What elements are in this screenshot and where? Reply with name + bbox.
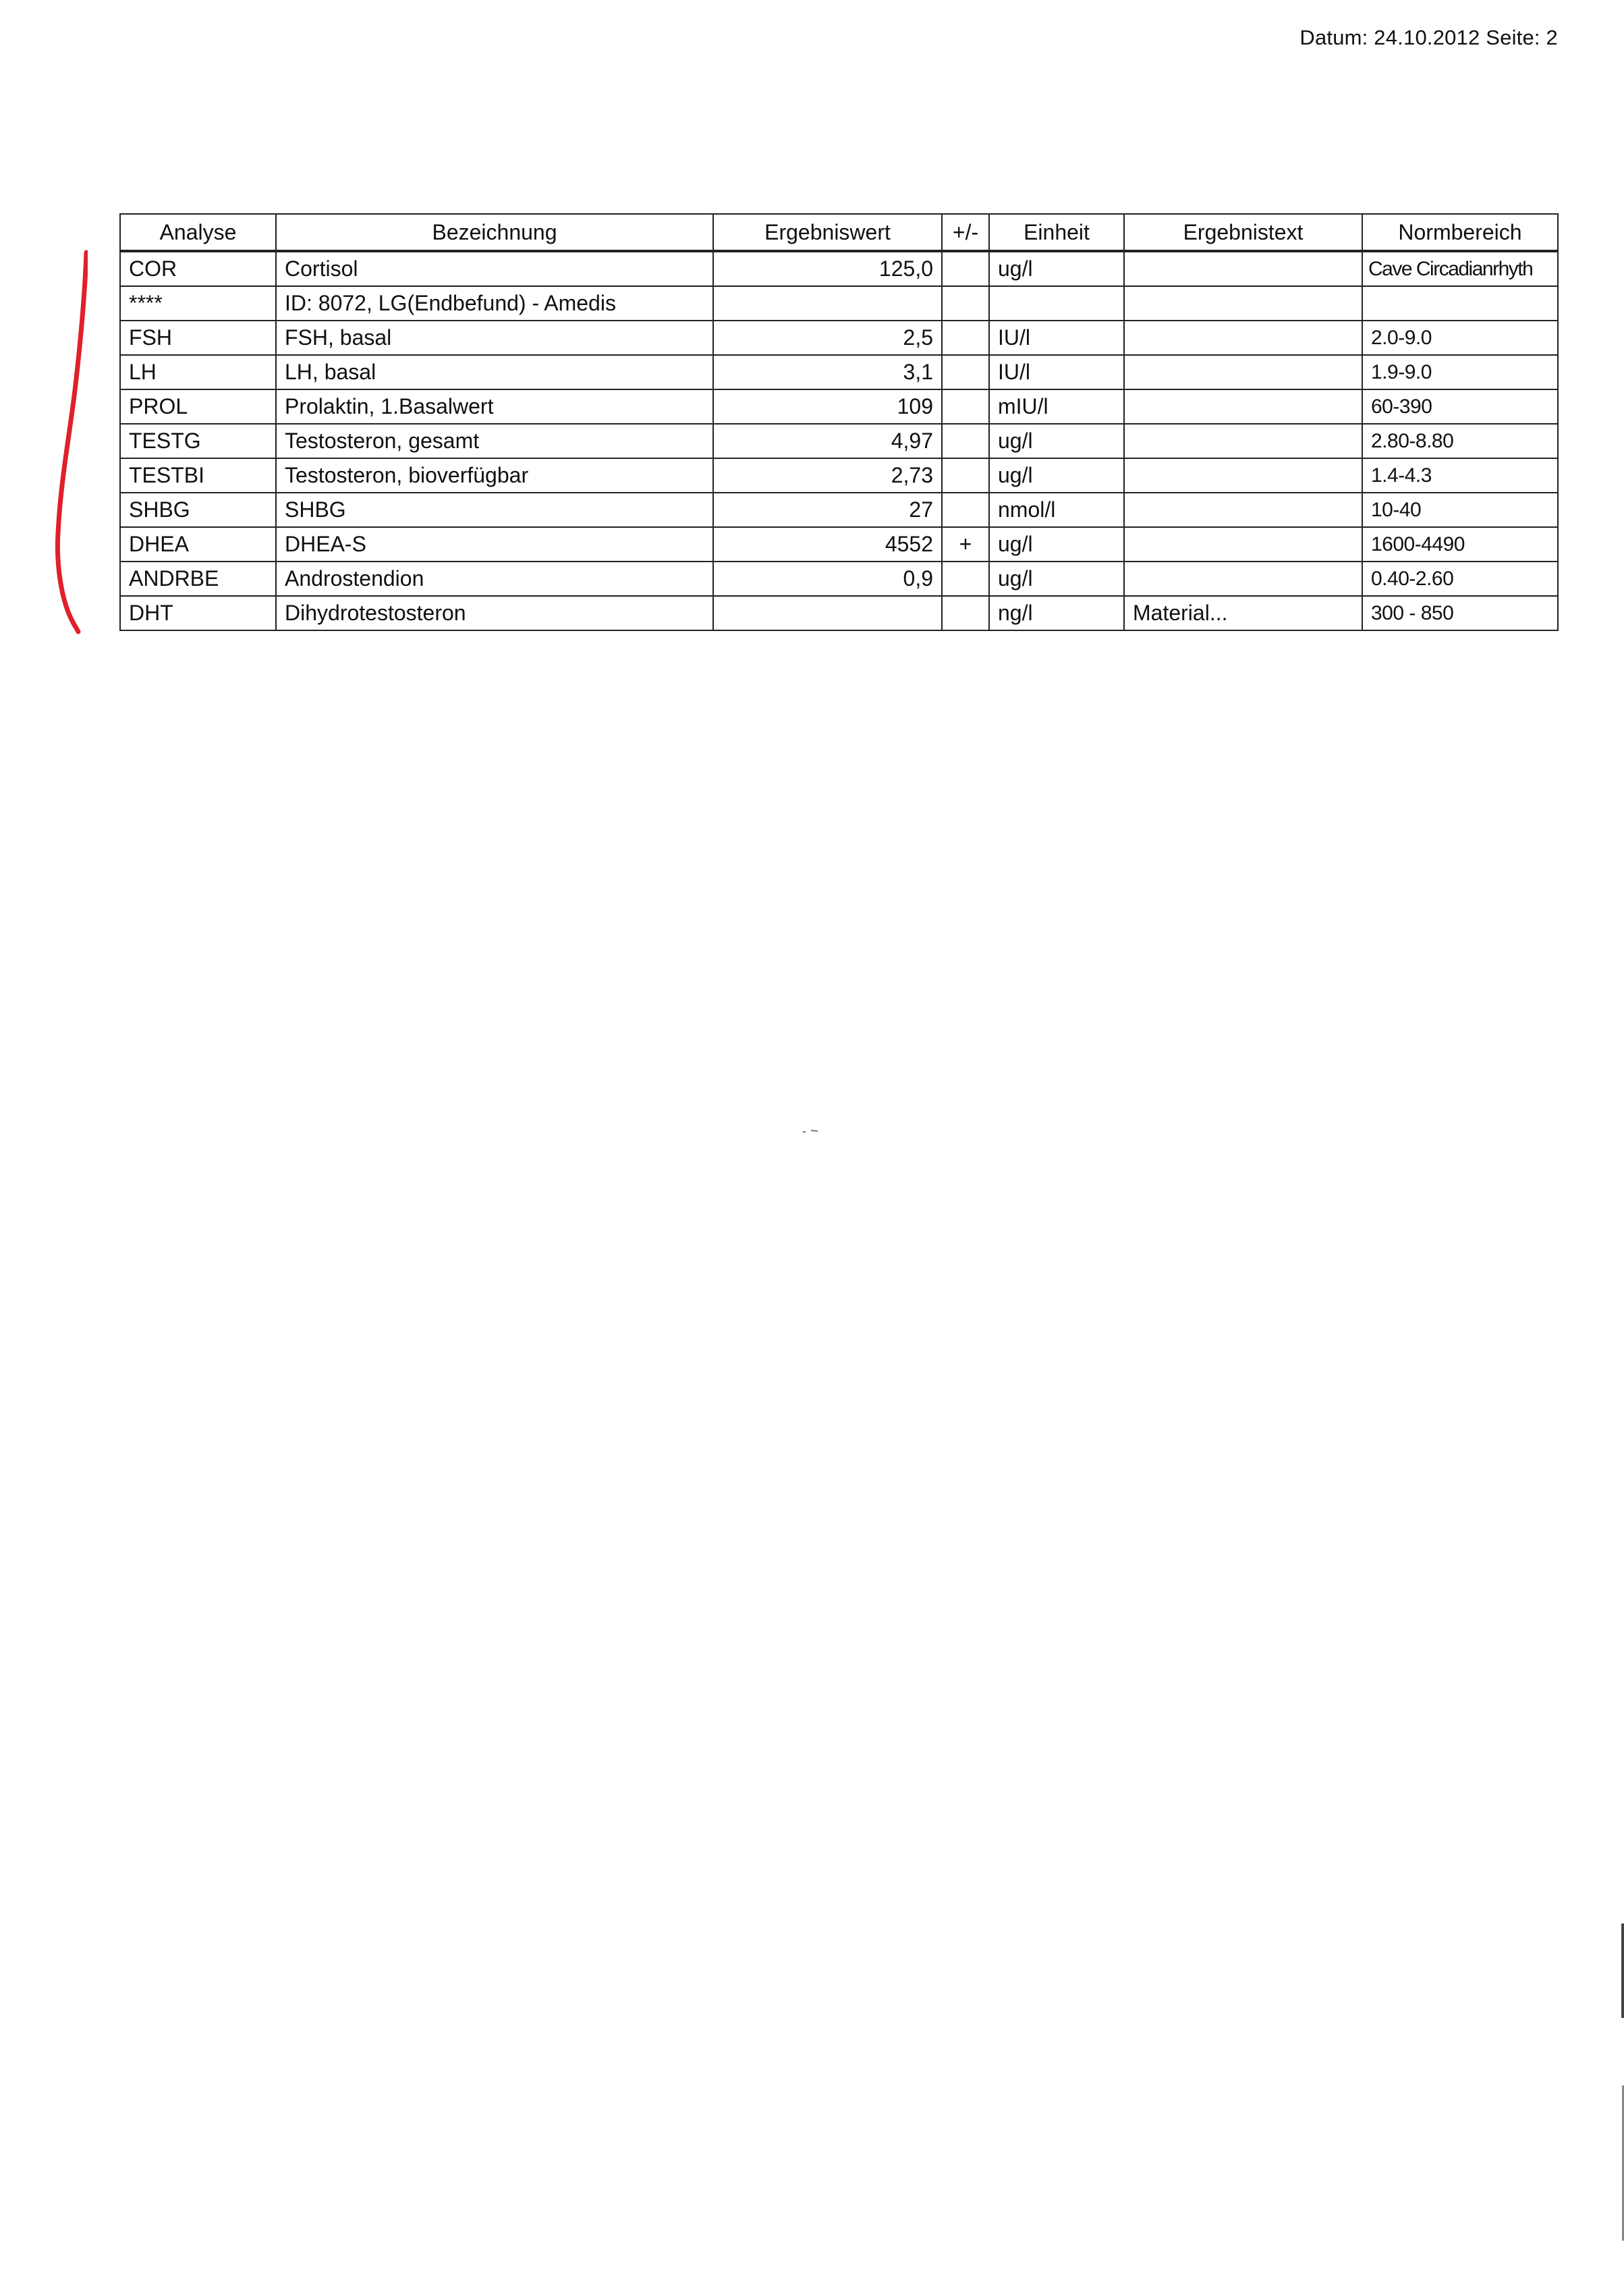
column-header-flag: +/- <box>942 214 989 251</box>
cell-normbereich: Cave Circadianrhyth <box>1362 251 1558 286</box>
cell-ergebniswert: 4552 <box>713 527 942 562</box>
cell-analyse: TESTBI <box>120 458 276 493</box>
cell-normbereich: 1.4-4.3 <box>1362 458 1558 493</box>
cell-ergebniswert <box>713 596 942 630</box>
cell-analyse: PROL <box>120 389 276 424</box>
cell-ergebniswert: 109 <box>713 389 942 424</box>
cell-bezeichnung: Dihydrotestosteron <box>276 596 713 630</box>
cell-normbereich: 10-40 <box>1362 493 1558 527</box>
cell-normbereich: 1600-4490 <box>1362 527 1558 562</box>
column-header-normbereich: Normbereich <box>1362 214 1558 251</box>
cell-ergebnistext <box>1124 527 1362 562</box>
cell-normbereich: 300 - 850 <box>1362 596 1558 630</box>
cell-ergebnistext <box>1124 562 1362 596</box>
cell-ergebnistext <box>1124 424 1362 458</box>
cell-flag: + <box>942 527 989 562</box>
table-row <box>120 458 1558 493</box>
cell-bezeichnung: Prolaktin, 1.Basalwert <box>276 389 713 424</box>
cell-analyse: DHEA <box>120 527 276 562</box>
cell-normbereich: 1.9-9.0 <box>1362 355 1558 389</box>
cell-flag <box>942 321 989 355</box>
table-header-row <box>120 214 1558 251</box>
cell-flag <box>942 493 989 527</box>
lab-results-table <box>119 213 1559 631</box>
cell-einheit: IU/l <box>989 355 1124 389</box>
cell-einheit: mIU/l <box>989 389 1124 424</box>
table-row <box>120 493 1558 527</box>
cell-ergebniswert: 4,97 <box>713 424 942 458</box>
cell-flag <box>942 424 989 458</box>
cell-normbereich: 2.0-9.0 <box>1362 321 1558 355</box>
cell-flag <box>942 458 989 493</box>
cell-bezeichnung: Testosteron, bioverfügbar <box>276 458 713 493</box>
cell-einheit: nmol/l <box>989 493 1124 527</box>
cell-analyse: ANDRBE <box>120 562 276 596</box>
cell-flag <box>942 355 989 389</box>
cell-normbereich <box>1362 286 1558 321</box>
cell-ergebnistext <box>1124 389 1362 424</box>
cell-bezeichnung: FSH, basal <box>276 321 713 355</box>
cell-ergebniswert: 3,1 <box>713 355 942 389</box>
cell-ergebnistext <box>1124 355 1362 389</box>
cell-flag <box>942 562 989 596</box>
table-row <box>120 355 1558 389</box>
cell-ergebniswert: 2,5 <box>713 321 942 355</box>
cell-ergebniswert: 125,0 <box>713 251 942 286</box>
table-row <box>120 527 1558 562</box>
cell-ergebnistext <box>1124 458 1362 493</box>
cell-flag <box>942 389 989 424</box>
column-header-analyse: Analyse <box>120 214 276 251</box>
cell-analyse: COR <box>120 251 276 286</box>
cell-einheit: ug/l <box>989 458 1124 493</box>
column-header-bezeichnung: Bezeichnung <box>276 214 713 251</box>
cell-ergebnistext <box>1124 251 1362 286</box>
cell-bezeichnung: ID: 8072, LG(Endbefund) - Amedis <box>276 286 713 321</box>
cell-einheit: ug/l <box>989 562 1124 596</box>
cell-einheit: ng/l <box>989 596 1124 630</box>
cell-ergebniswert: 27 <box>713 493 942 527</box>
cell-ergebnistext: Material... <box>1124 596 1362 630</box>
cell-normbereich: 0.40-2.60 <box>1362 562 1558 596</box>
page-header-date-page: Datum: 24.10.2012 Seite: 2 <box>1299 26 1558 49</box>
table-row <box>120 389 1558 424</box>
cell-ergebniswert <box>713 286 942 321</box>
table-row <box>120 562 1558 596</box>
cell-analyse: DHT <box>120 596 276 630</box>
table-row <box>120 251 1558 286</box>
cell-analyse: SHBG <box>120 493 276 527</box>
cell-flag <box>942 251 989 286</box>
cell-bezeichnung: SHBG <box>276 493 713 527</box>
red-handwritten-bracket-mark <box>47 250 88 634</box>
cell-analyse: FSH <box>120 321 276 355</box>
cell-ergebnistext <box>1124 286 1362 321</box>
cell-einheit: ug/l <box>989 251 1124 286</box>
cell-analyse: TESTG <box>120 424 276 458</box>
cell-ergebniswert: 0,9 <box>713 562 942 596</box>
cell-bezeichnung: LH, basal <box>276 355 713 389</box>
cell-normbereich: 60-390 <box>1362 389 1558 424</box>
scan-speck-mark <box>802 1128 822 1134</box>
cell-ergebniswert: 2,73 <box>713 458 942 493</box>
column-header-einheit: Einheit <box>989 214 1124 251</box>
column-header-ergebnistext: Ergebnistext <box>1124 214 1362 251</box>
cell-einheit: IU/l <box>989 321 1124 355</box>
column-header-ergebniswert: Ergebniswert <box>713 214 942 251</box>
cell-analyse: **** <box>120 286 276 321</box>
cell-bezeichnung: Androstendion <box>276 562 713 596</box>
cell-ergebnistext <box>1124 493 1362 527</box>
table-row <box>120 321 1558 355</box>
cell-bezeichnung: Testosteron, gesamt <box>276 424 713 458</box>
scan-edge-mark <box>1621 1923 1624 2018</box>
table-row <box>120 424 1558 458</box>
cell-einheit <box>989 286 1124 321</box>
cell-bezeichnung: Cortisol <box>276 251 713 286</box>
cell-analyse: LH <box>120 355 276 389</box>
cell-einheit: ug/l <box>989 527 1124 562</box>
cell-normbereich: 2.80-8.80 <box>1362 424 1558 458</box>
cell-flag <box>942 286 989 321</box>
table-row <box>120 596 1558 630</box>
cell-einheit: ug/l <box>989 424 1124 458</box>
cell-bezeichnung: DHEA-S <box>276 527 713 562</box>
table-row <box>120 286 1558 321</box>
cell-ergebnistext <box>1124 321 1362 355</box>
cell-flag <box>942 596 989 630</box>
